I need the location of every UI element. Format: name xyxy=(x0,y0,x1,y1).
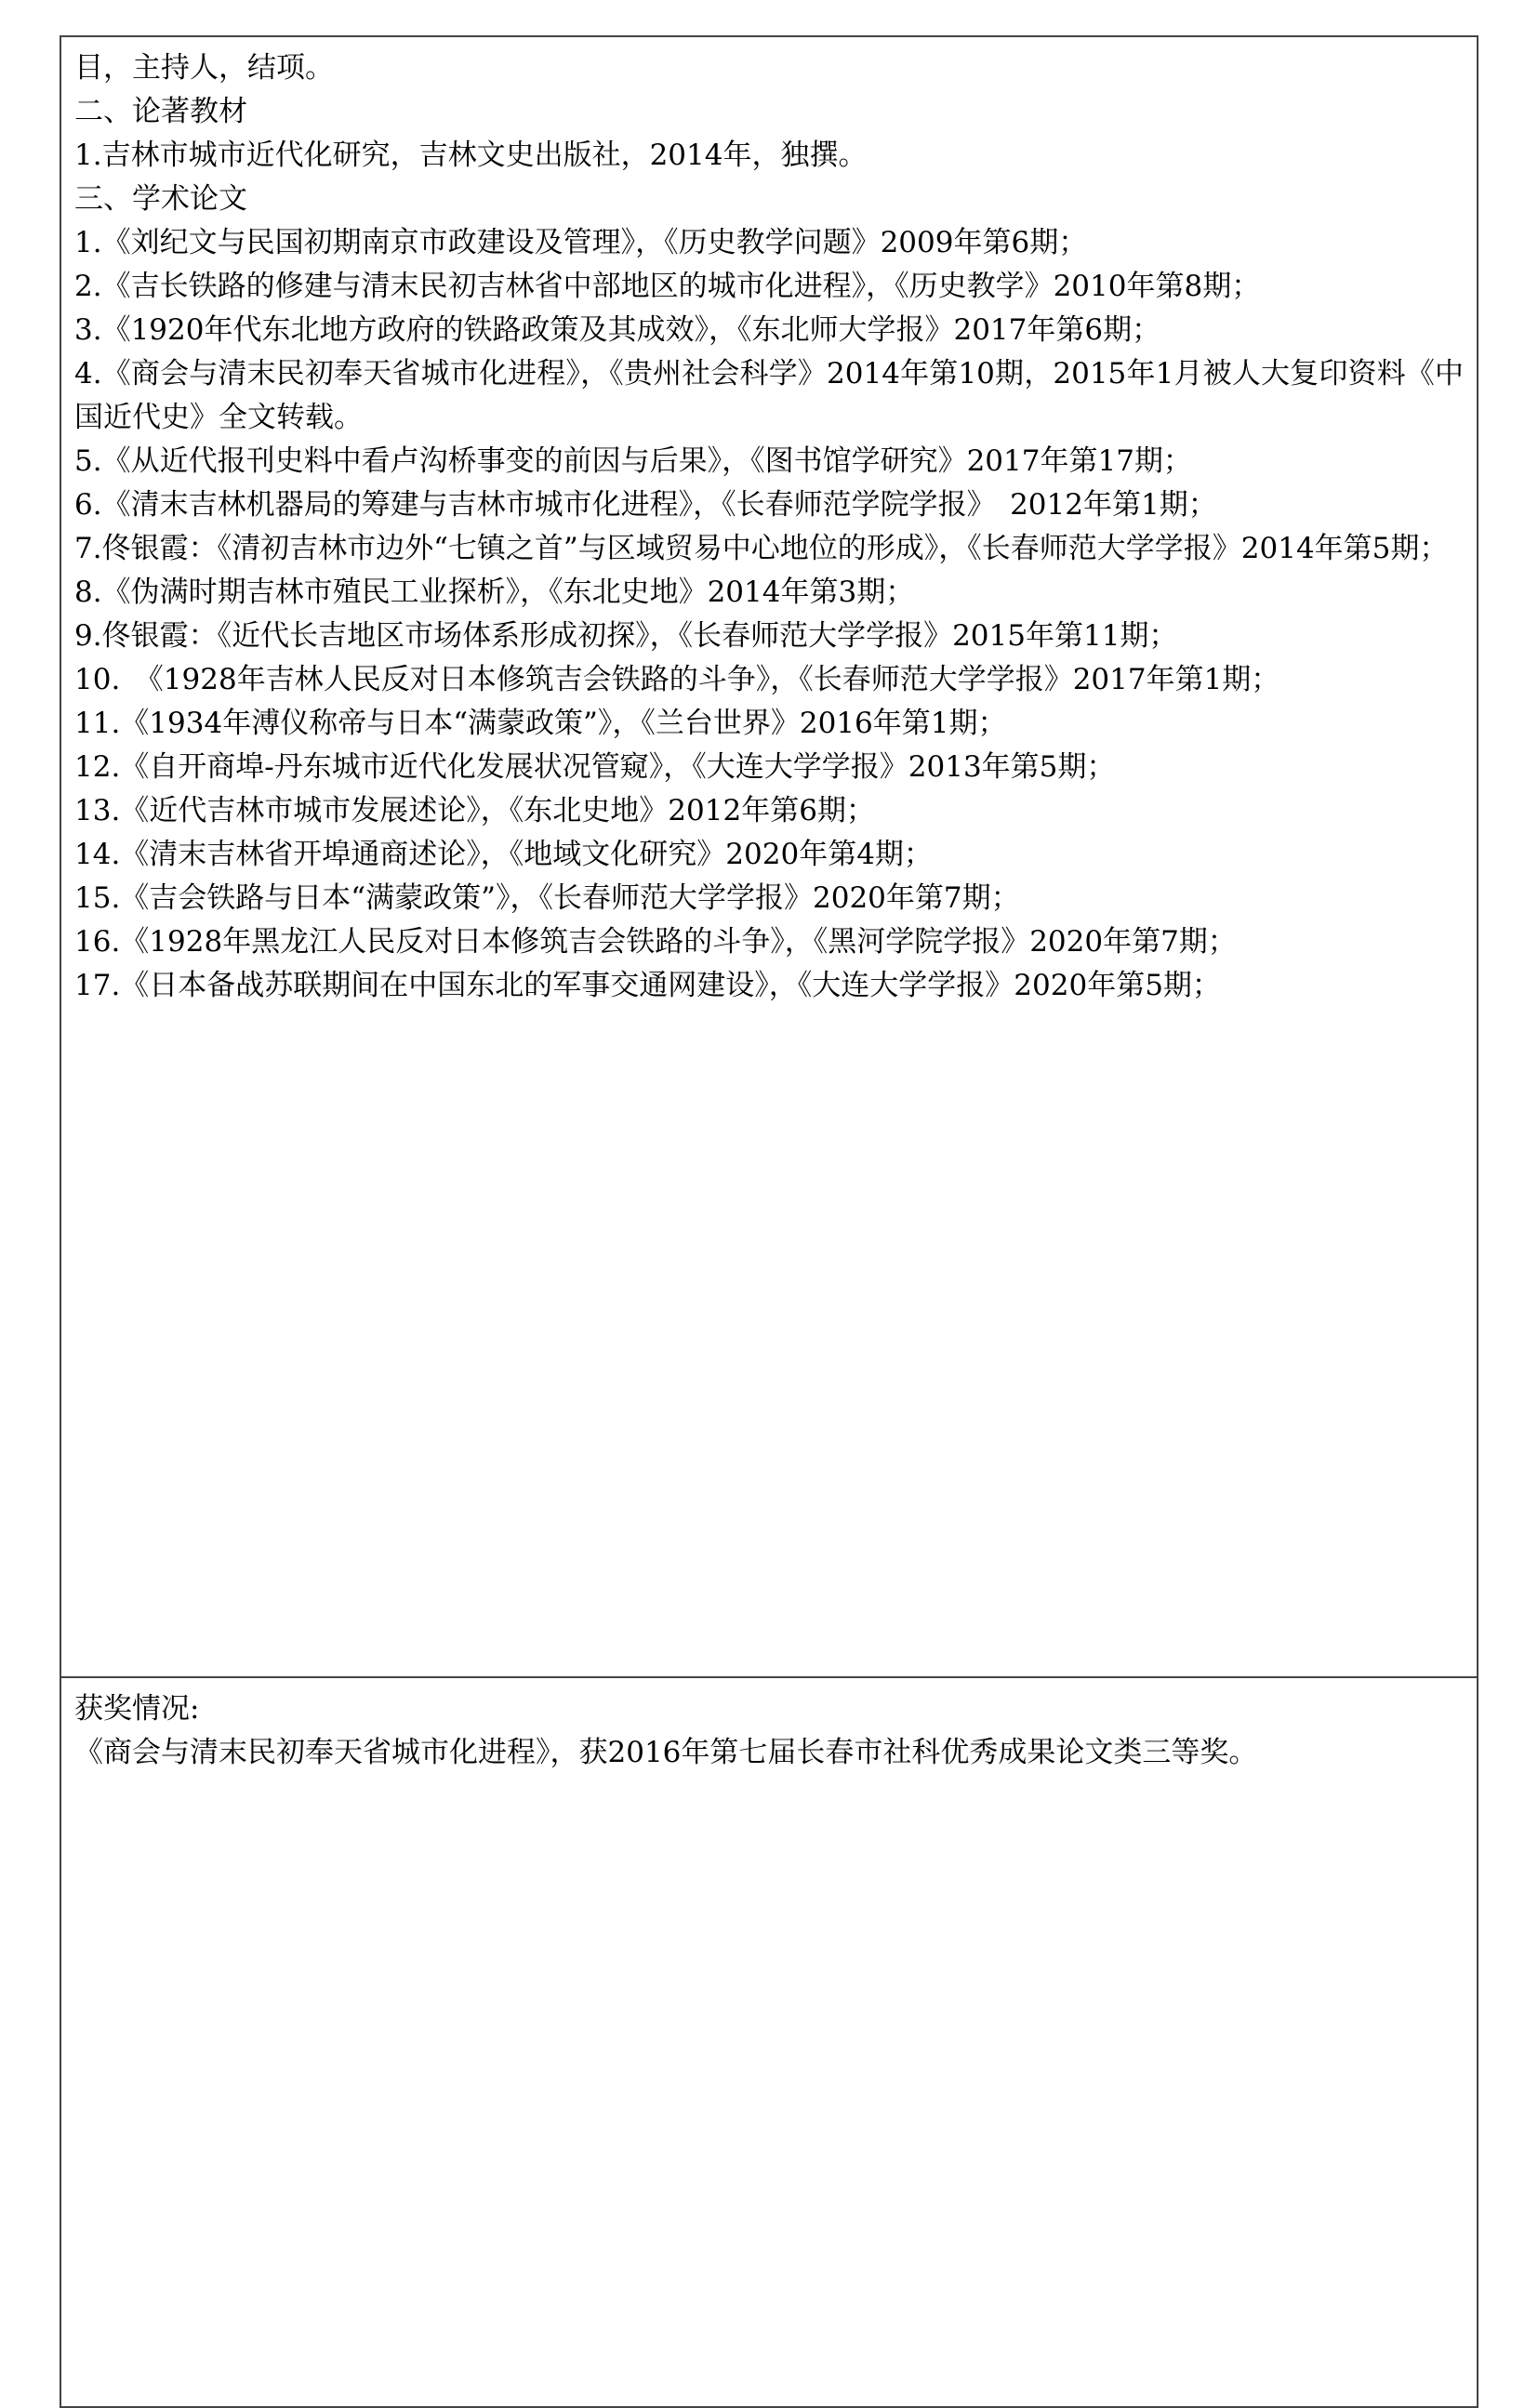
paper-entry-11: 11.《1934年溥仪称帝与日本“满蒙政策”》，《兰台世界》2016年第1期； xyxy=(74,707,1007,740)
paper-entry-4: 4.《商会与清末民初奉天省城市化进程》，《贵州社会科学》2014年第10期，2015年1月被人大复印资料《中国近代史》全文转载。 xyxy=(74,357,1464,434)
award-entry: 《商会与清末民初奉天省城市化进程》，获2016年第七届长春市社科优秀成果论文类三等奖。 xyxy=(74,1736,1258,1769)
paper-entry-3: 3.《1920年代东北地方政府的铁路政策及其成效》，《东北师大学报》2017年第6期； xyxy=(74,313,1161,347)
publications-cell xyxy=(61,37,1477,1676)
paper-entry-6: 6.《清末吉林机器局的筹建与吉林市城市化进程》，《长春师范学院学报》 2012年第1期； xyxy=(74,488,1217,522)
paper-entry-9: 9.佟银霞：《近代长吉地区市场体系形成初探》，《长春师范大学学报》2015年第11期； xyxy=(74,619,1178,653)
paper-entry-10: 10. 《1928年吉林人民反对日本修筑吉会铁路的斗争》，《长春师范大学学报》2017年第1期； xyxy=(74,663,1280,696)
book-entry: 1.吉林市城市近代化研究，吉林文史出版社，2014年，独撰。 xyxy=(74,139,868,172)
paper-entry-14: 14.《清末吉林省开埠通商述论》，《地域文化研究》2020年第4期； xyxy=(74,838,933,871)
paper-entry-12: 12.《自开商埠-丹东城市近代化发展状况管窥》，《大连大学学报》2013年第5期； xyxy=(74,750,1116,784)
paper-entry-2: 2.《吉长铁路的修建与清末民初吉林省中部地区的城市化进程》，《历史教学》2010年第8期； xyxy=(74,270,1261,303)
papers-heading: 三、学术论文 xyxy=(74,182,247,216)
paper-entry-13: 13.《近代吉林市城市发展述论》，《东北史地》2012年第6期； xyxy=(74,794,875,827)
books-heading: 二、论著教材 xyxy=(74,95,247,128)
paper-entry-8: 8.《伪满时期吉林市殖民工业探析》，《东北史地》2014年第3期； xyxy=(74,576,915,609)
paper-entry-5: 5.《从近代报刊史料中看卢沟桥事变的前因与后果》，《图书馆学研究》2017年第17期； xyxy=(74,444,1192,478)
paper-entry-16: 16.《1928年黑龙江人民反对日本修筑吉会铁路的斗争》，《黑河学院学报》2020年第7期； xyxy=(74,925,1237,959)
project-tail-text: 目，主持人，结项。 xyxy=(74,51,334,85)
paper-entry-1: 1.《刘纪文与民国初期南京市政建设及管理》，《历史教学问题》2009年第6期； xyxy=(74,226,1088,259)
paper-entry-15: 15.《吉会铁路与日本“满蒙政策”》，《长春师范大学学报》2020年第7期； xyxy=(74,881,1020,915)
paper-entry-17: 17.《日本备战苏联期间在中国东北的军事交通网建设》，《大连大学学报》2020年第5期； xyxy=(74,969,1221,1002)
awards-cell xyxy=(61,1676,1477,2406)
awards-heading: 获奖情况: xyxy=(74,1692,200,1726)
paper-entry-7: 7.佟银霞：《清初吉林市边外“七镇之首”与区域贸易中心地位的形成》，《长春师范大学学报》2014年第5期； xyxy=(74,532,1449,565)
form-table xyxy=(60,35,1478,2408)
